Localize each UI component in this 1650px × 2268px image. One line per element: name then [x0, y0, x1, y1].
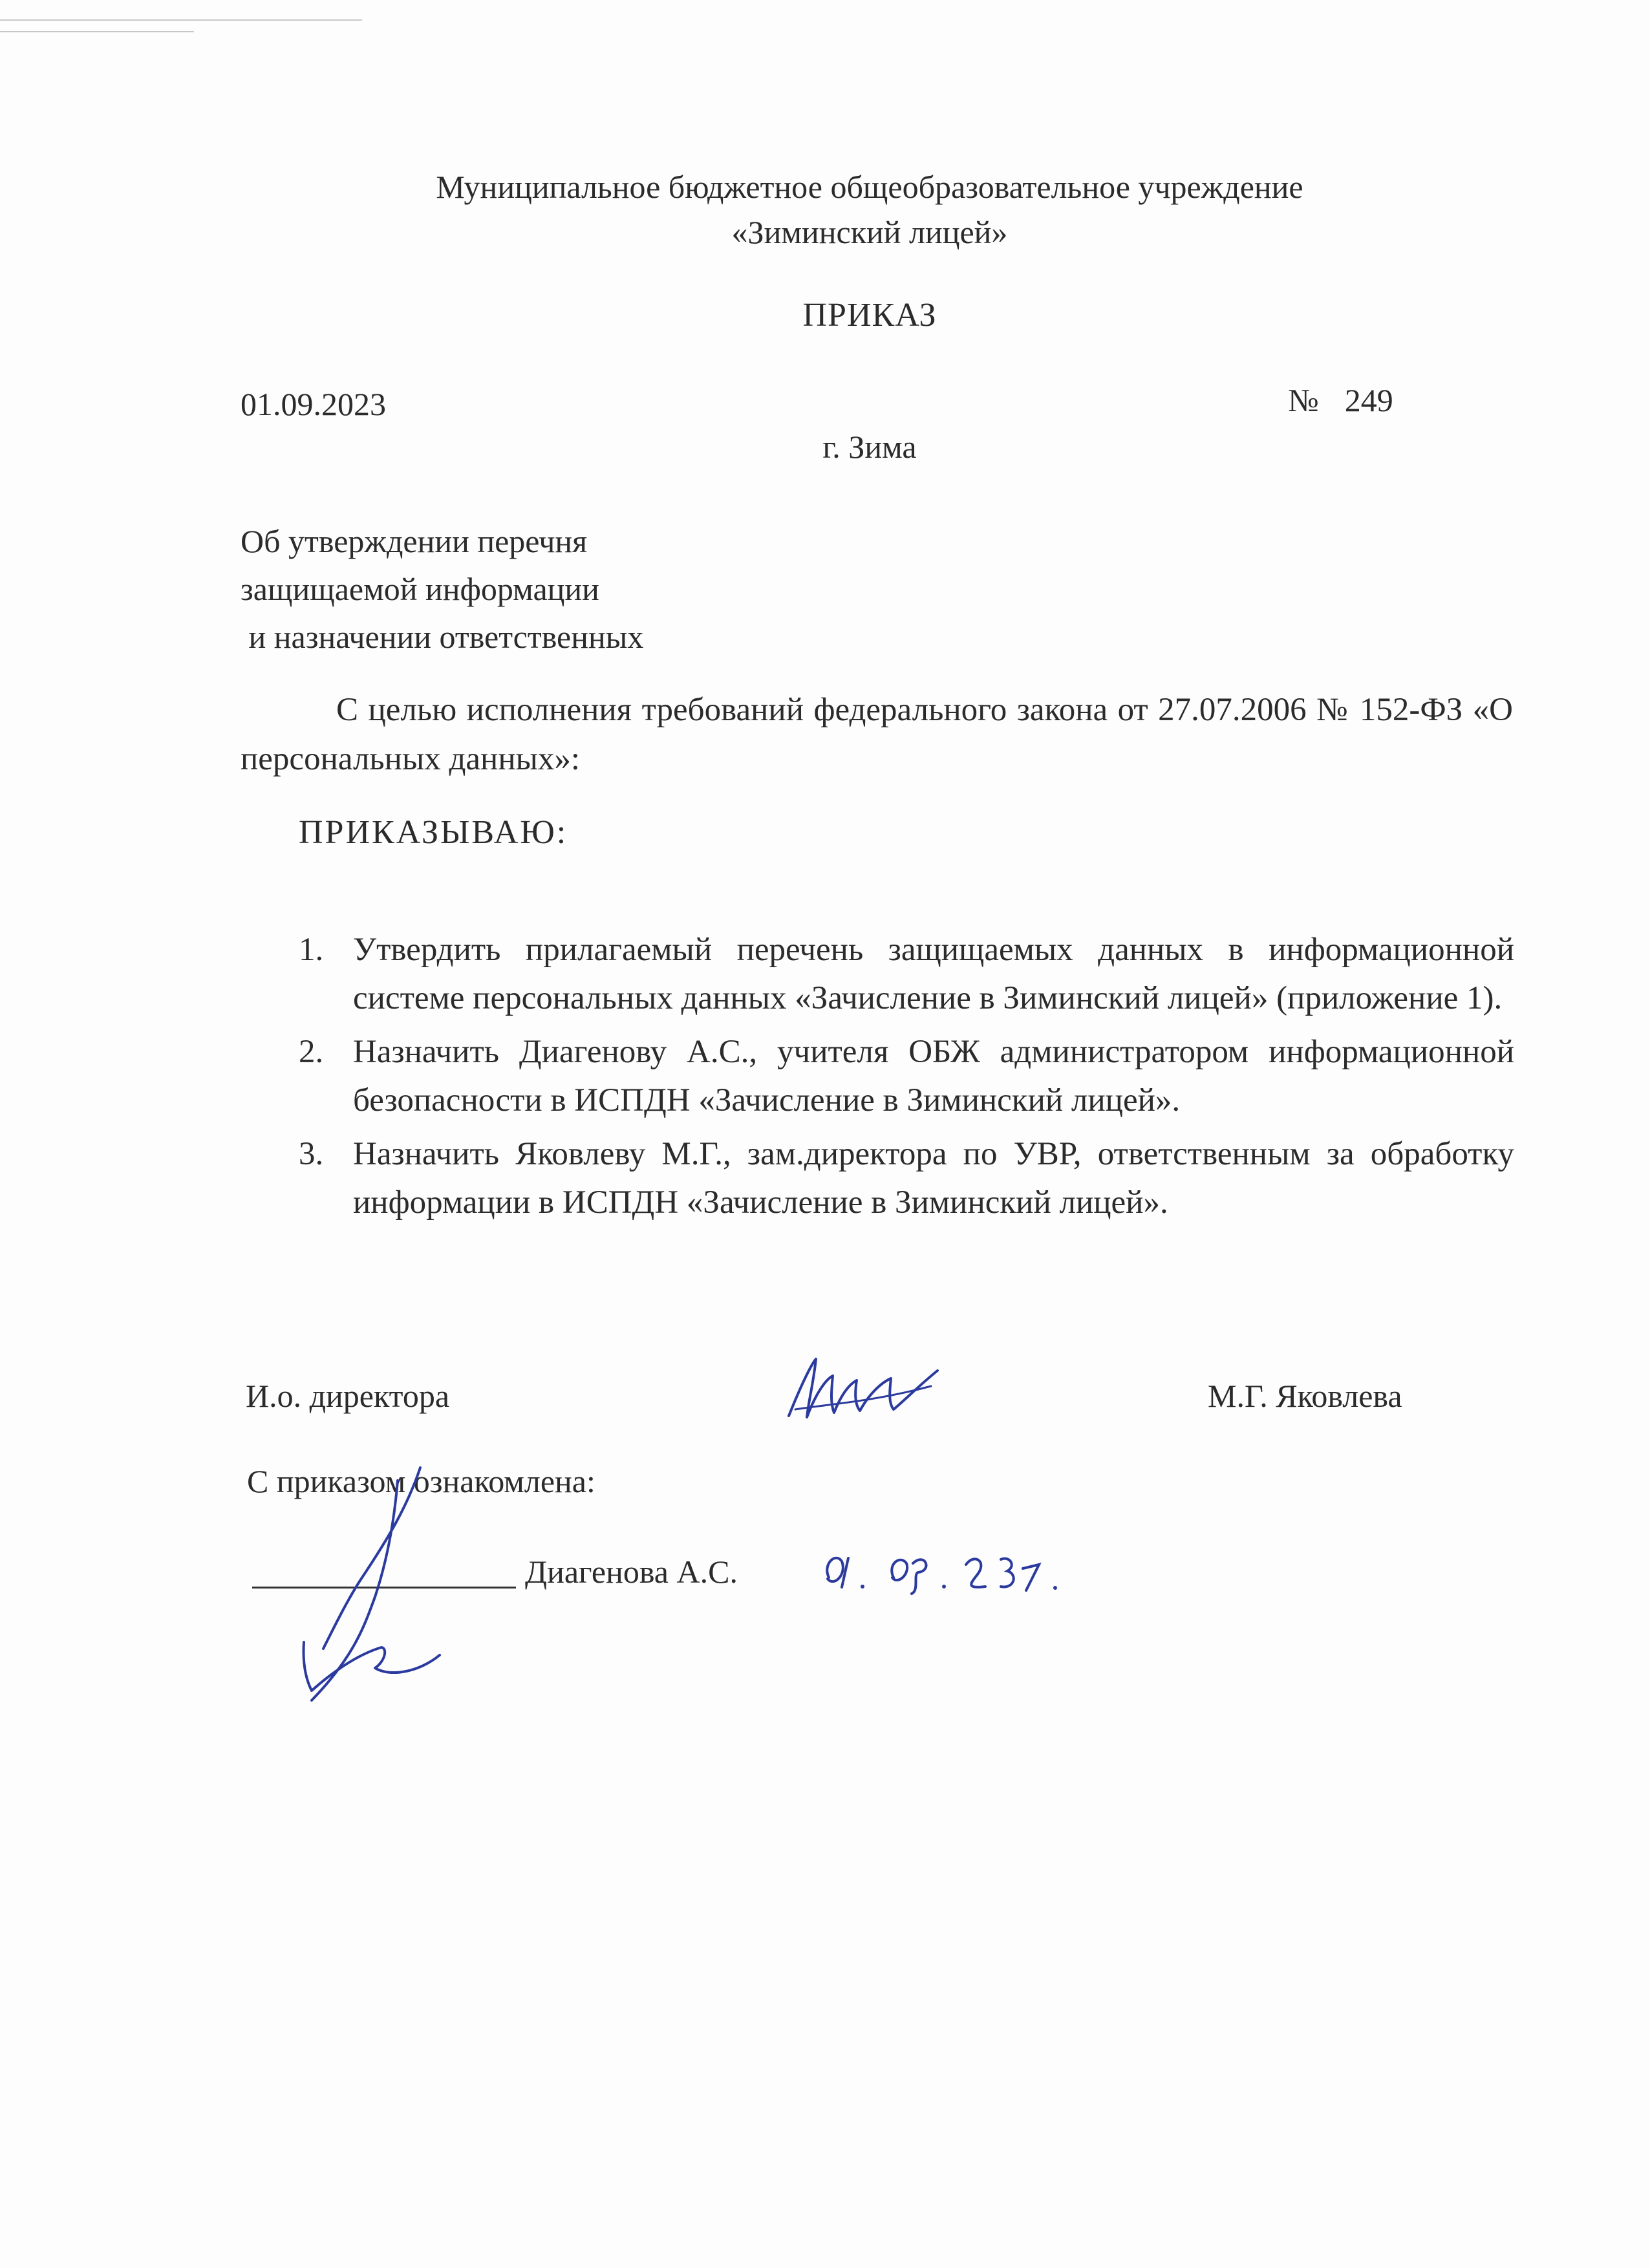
subject-line: и назначении ответственных [241, 619, 644, 655]
scan-edge-line [0, 31, 194, 32]
item-number: 3. [299, 1136, 324, 1172]
subject-block [241, 517, 643, 661]
intro-paragraph: С целью исполнения требований федерального закона от 27.07.2006 № 152-ФЗ «О персональных данных»: [241, 692, 1513, 777]
subject-line: защищаемой информации [241, 571, 599, 607]
director-signature [776, 1345, 944, 1435]
document-number [1288, 381, 1393, 419]
item-text: Назначить Диагенову А.С., учителя ОБЖ администратором информационной безопасности в ИСПДН «Зачисление в Зиминский лицей». [353, 1034, 1514, 1118]
item-text: Утвердить прилагаемый перечень защищаемых данных в информационной системе персональных данных «Зачисление в Зиминский лицей» (приложение 1). [353, 932, 1514, 1016]
document-date: 01.09.2023 [241, 386, 386, 422]
item-text: Назначить Яковлеву М.Г., зам.директора по УВР, ответственным за обработку информации в ИСПДН «Зачисление в Зиминский лицей». [353, 1136, 1514, 1221]
signatory-name: М.Г. Яковлева [1208, 1378, 1402, 1414]
list-item [299, 1130, 1514, 1227]
scan-edge-line [0, 19, 362, 21]
list-item [299, 1028, 1514, 1125]
employee-signature [284, 1461, 478, 1720]
order-heading: ПРИКАЗЫВАЮ: [299, 814, 568, 851]
subject-line: Об утверждении перечня [241, 523, 588, 559]
city: г. Зима [822, 429, 917, 465]
org-name-line-1: Муниципальное бюджетное общеобразовательное учреждение [436, 169, 1303, 205]
list-item [299, 926, 1514, 1023]
number-sign: № [1288, 382, 1319, 418]
signatory-position: И.о. директора [246, 1378, 450, 1414]
acquaintance-label: С приказом ознакомлена: [247, 1463, 595, 1499]
handwritten-date [816, 1539, 1113, 1610]
acquaintance-name: Диагенова А.С. [525, 1554, 738, 1590]
number-value: 249 [1344, 382, 1393, 418]
item-number: 1. [299, 932, 324, 968]
document-title: ПРИКАЗ [802, 297, 937, 334]
order-items-list [299, 926, 1514, 1227]
item-number: 2. [299, 1034, 324, 1070]
org-name-line-2: «Зиминский лицей» [731, 214, 1008, 250]
